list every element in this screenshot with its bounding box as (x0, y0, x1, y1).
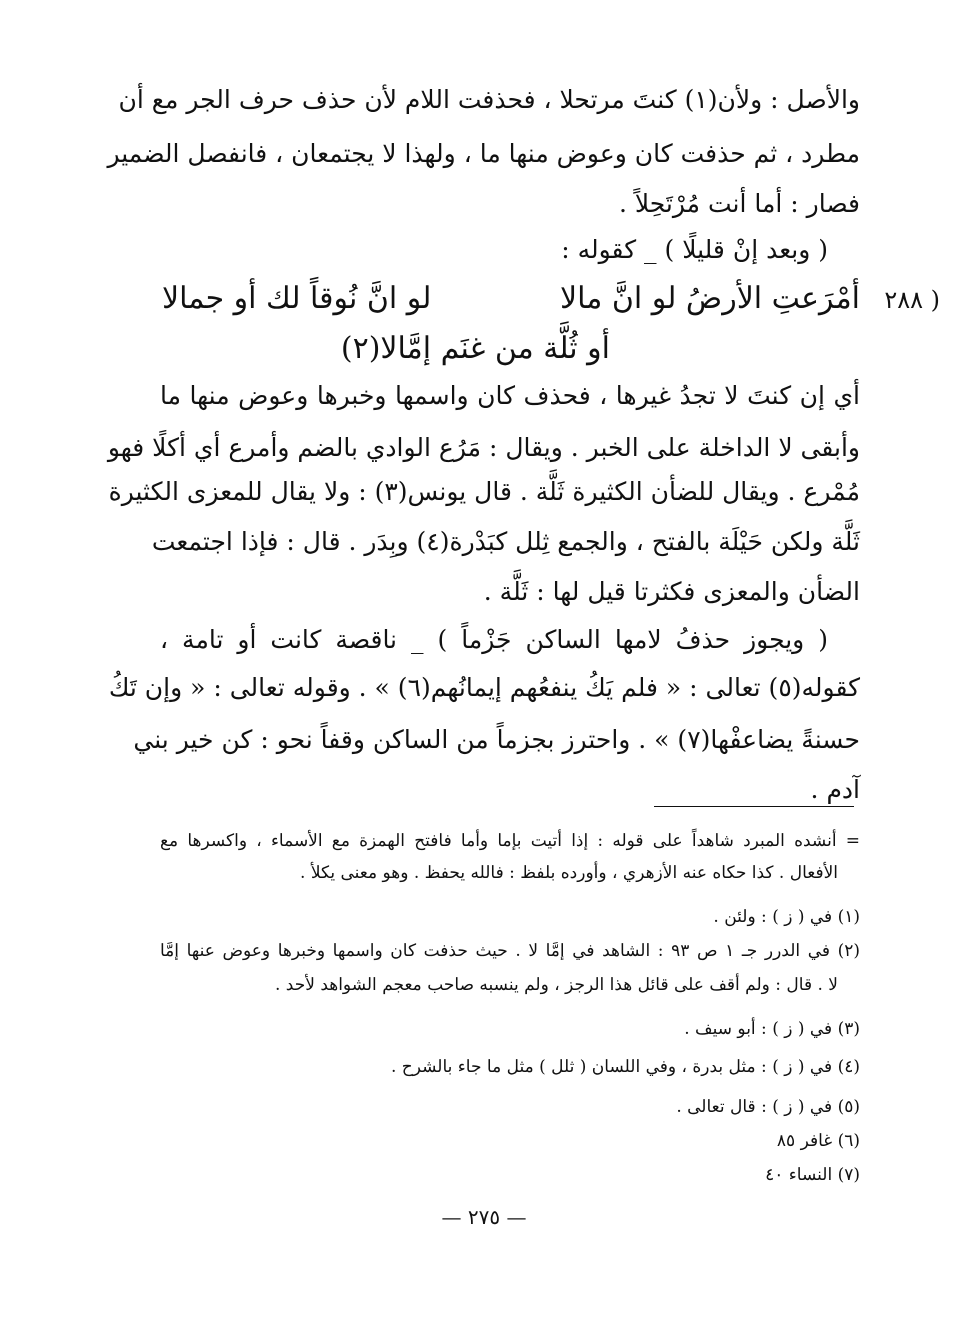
footnote-continuation: الأفعال . كذا حكاه عنه الأزهري ، وأورده بلفظ : فالله يحفظ . وهو معنى يكلأ . (300, 863, 838, 883)
footnote-2: (٢) في الدرر جـ ١ ص ٩٣ : الشاهد في إمَّا لا . حيث حذفت كان واسمها وخبرها وعوض عنها إمَّا (160, 941, 860, 961)
body-line: الضأن والمعزى فكثرتا قيل لها : ثَلَّة . (483, 577, 860, 606)
footnote-5: (٥) في ( ز ) : قال تعالى . (676, 1097, 860, 1117)
verse-hemistich-second: لو انَّ نُوقاً لك أو جمالا (162, 281, 432, 316)
footnote-1: (١) في ( ز ) : ولئن . (713, 907, 860, 927)
footnote-separator (654, 806, 854, 807)
footnote-2-continuation: لا . قال : ولم أقف على قائل هذا الرجز ، ولم ينسبه صاحب معجم الشواهد لأحد . (274, 975, 838, 995)
footnote-3: (٣) في ( ز ) : أبو سيف . (684, 1019, 860, 1039)
footnote-7: (٧) النساء ٤٠ (765, 1165, 860, 1185)
body-line: حسنةً يضاعفْها(٧) » . واحترز بجزماً من الساكن وقفاً نحو : كن خير بني (133, 725, 860, 754)
page-number: — ٢٧٥ — (441, 1205, 527, 1229)
body-line: ( وبعد إنْ قليلًا ) _ كقوله : (561, 235, 828, 264)
footnote-4: (٤) في ( ز ) : مثل بدرة ، وفي اللسان ( ثلل ) مثل ما جاء بالشرح . (390, 1057, 860, 1077)
body-line: وأبقى لا الداخلة على الخبر . ويقال : مَرُع الوادي بالضم وأمرع أي أكلًا فهو (107, 433, 860, 462)
body-line: مُمْرع . ويقال للضأن الكثيرة ثَلَّة . قال يونس(٣) : ولا يقال للمعزى الكثيرة (108, 477, 860, 506)
body-line: أي إن كنتَ لا تجدُ غيرها ، فحذف كان واسمها وخبرها وعوض منها ما (160, 381, 860, 410)
body-line: ( ويجوز حذفُ لامها الساكن جَزْماً ) _ ناقصة كانت أو تامة ، (160, 625, 828, 654)
body-line: فصار : أما أنت مُرْتَحِلاً . (618, 189, 860, 218)
body-line: والأصل : ولأن(١) كنتَ مرتحلا ، فحذفت اللام لأن حذف حرف الجر مع أن (118, 85, 860, 114)
body-line: مطرد ، ثم حذفت كان وعوض منها ما ، ولهذا لا يجتمعان ، فانفصل الضمير (107, 139, 860, 168)
footnote-6: (٦) غافر ٨٥ (776, 1131, 860, 1151)
body-line: آدم . (810, 775, 860, 804)
body-line: ثَلَّة ولكن حَيْلَة بالفتح ، والجمع ثِلل كبَدْرة(٤) وبِدَر . قال : فإذا اجتمعت (151, 527, 860, 556)
verse-number: ( ٢٨٨ (884, 286, 940, 314)
verse-hemistich-third: أو ثُلَّة من غنَم إمَّالا(٢) (340, 331, 610, 366)
verse-hemistich-first: أمْرَعتِ الأرضُ لو انَّ مالا (560, 281, 860, 316)
body-line: كقوله(٥) تعالى : « فلم يَكُ ينفعُهم إيمانُهم(٦) » . وقوله تعالى : « وإن تَكُ (108, 673, 860, 702)
footnote-continuation: = أنشده المبرد شاهداً على قوله : إذا أتيت بإما وأما فافتح الهمزة مع الأسماء ، واكسرها مع (160, 831, 860, 851)
